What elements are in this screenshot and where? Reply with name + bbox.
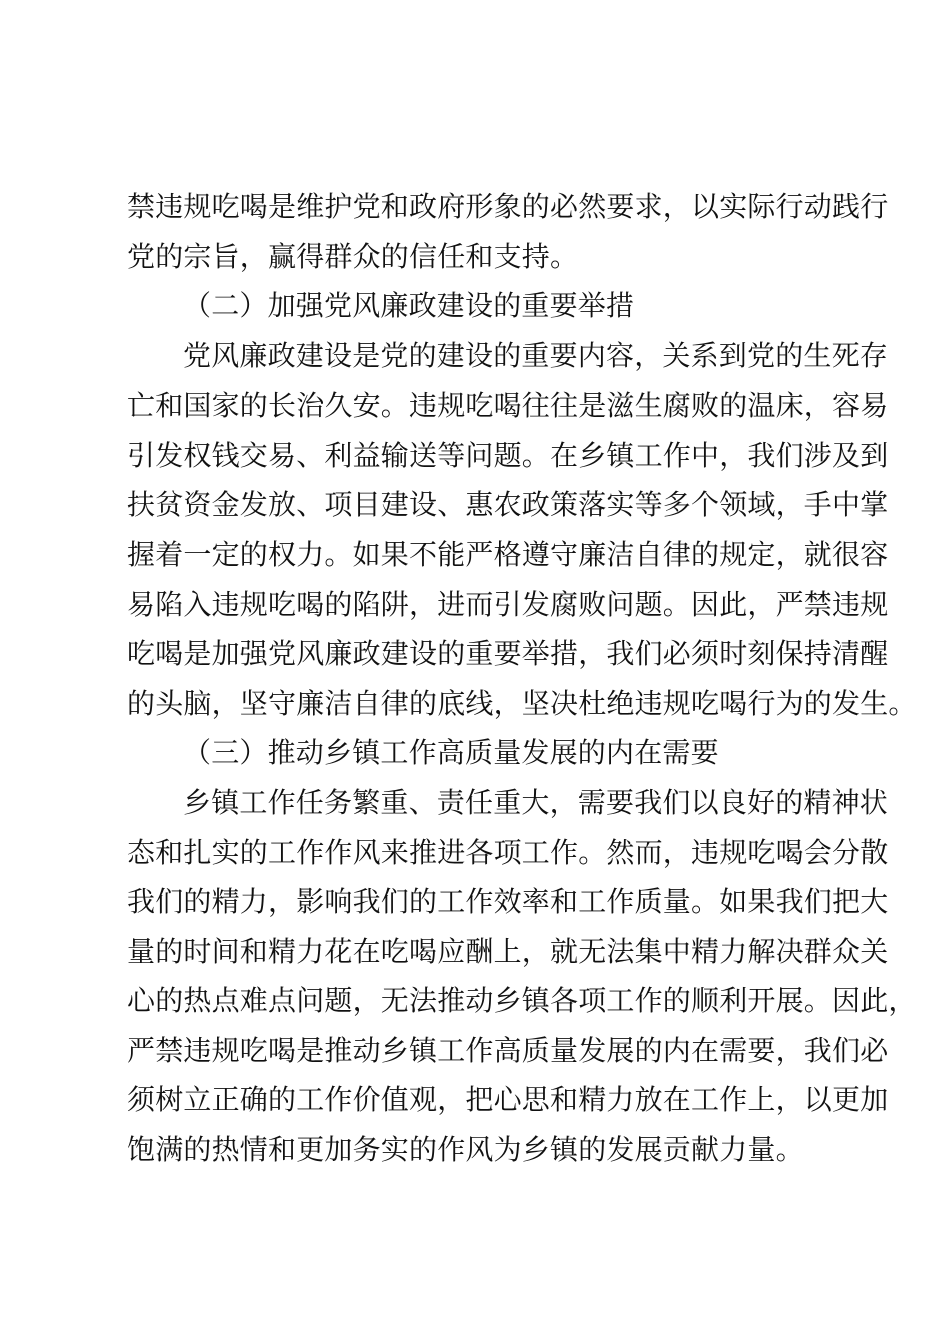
paragraph-line: 态和扎实的工作作风来推进各项工作。然而，违规吃喝会分散 bbox=[127, 836, 889, 869]
paragraph-line: 引发权钱交易、利益输送等问题。在乡镇工作中，我们涉及到 bbox=[127, 439, 889, 472]
paragraph-line: 党的宗旨，赢得群众的信任和支持。 bbox=[127, 240, 579, 273]
section-heading: （三）推动乡镇工作高质量发展的内在需要 bbox=[183, 736, 719, 769]
paragraph-line: 严禁违规吃喝是推动乡镇工作高质量发展的内在需要，我们必 bbox=[127, 1034, 889, 1067]
paragraph-line: 心的热点难点问题，无法推动乡镇各项工作的顺利开展。因此， bbox=[127, 984, 917, 1017]
paragraph-line: 乡镇工作任务繁重、责任重大，需要我们以良好的精神状 bbox=[183, 786, 889, 819]
paragraph-line: 易陷入违规吃喝的陷阱，进而引发腐败问题。因此，严禁违规 bbox=[127, 588, 889, 621]
paragraph-line: 饱满的热情和更加务实的作风为乡镇的发展贡献力量。 bbox=[127, 1133, 804, 1166]
paragraph-line: 亡和国家的长治久安。违规吃喝往往是滋生腐败的温床，容易 bbox=[127, 389, 889, 422]
section-heading: （二）加强党风廉政建设的重要举措 bbox=[183, 289, 635, 322]
paragraph-line: 须树立正确的工作价值观，把心思和精力放在工作上，以更加 bbox=[127, 1083, 889, 1116]
paragraph-line: 禁违规吃喝是维护党和政府形象的必然要求，以实际行动践行 bbox=[127, 190, 889, 223]
paragraph-line: 我们的精力，影响我们的工作效率和工作质量。如果我们把大 bbox=[127, 885, 889, 918]
paragraph-line: 扶贫资金发放、项目建设、惠农政策落实等多个领域，手中掌 bbox=[127, 488, 889, 521]
paragraph-line: 党风廉政建设是党的建设的重要内容，关系到党的生死存 bbox=[183, 339, 889, 372]
paragraph-line: 吃喝是加强党风廉政建设的重要举措，我们必须时刻保持清醒 bbox=[127, 637, 889, 670]
paragraph-line: 的头脑，坚守廉洁自律的底线，坚决杜绝违规吃喝行为的发生。 bbox=[127, 687, 917, 720]
paragraph-line: 握着一定的权力。如果不能严格遵守廉洁自律的规定，就很容 bbox=[127, 538, 889, 571]
paragraph-line: 量的时间和精力花在吃喝应酬上，就无法集中精力解决群众关 bbox=[127, 935, 889, 968]
